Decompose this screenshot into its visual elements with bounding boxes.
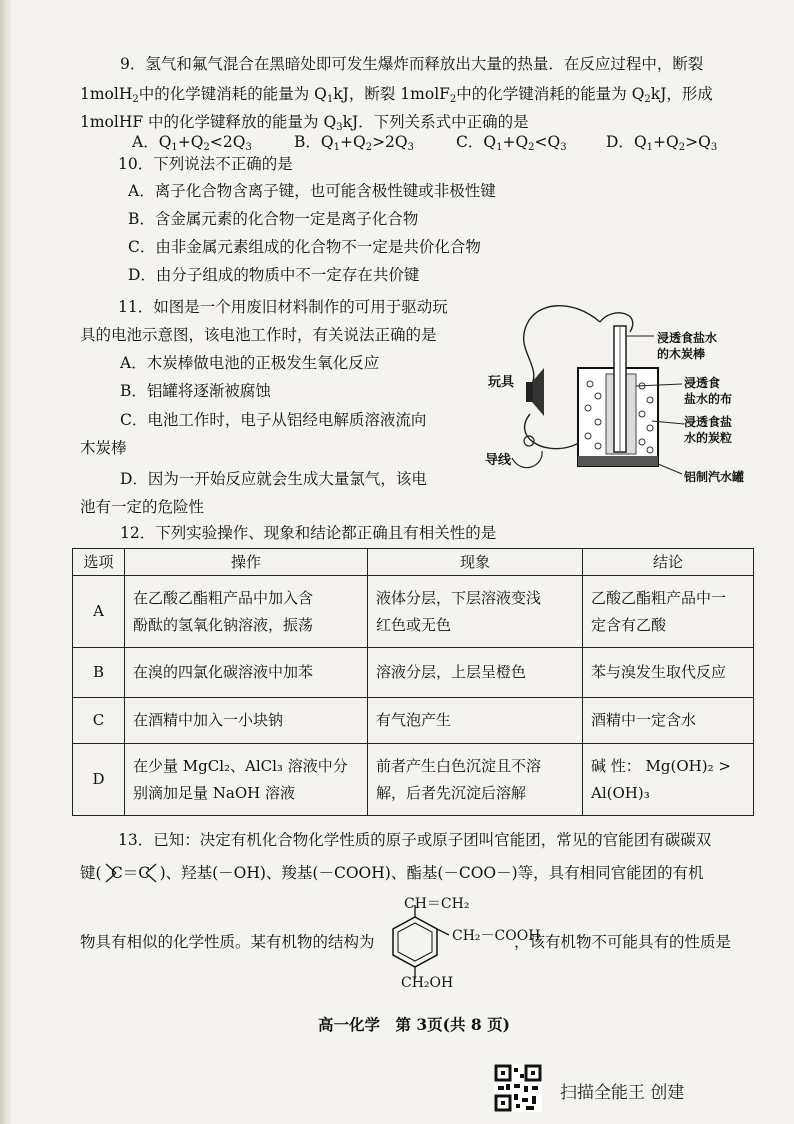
- header-operation: 操作: [125, 549, 368, 576]
- row-phenomenon: 溶液分层，上层呈橙色: [368, 648, 583, 698]
- fig-label-cloth: 浸透食 盐水的布: [684, 376, 733, 406]
- q11-option-d-line2: 池有一定的危险性: [80, 498, 205, 516]
- q13-line1: 13．已知：决定有机化合物化学性质的原子或原子团叫官能团，常见的官能团有碳碳双: [118, 831, 712, 849]
- q11-option-c-line2: 木炭棒: [80, 439, 127, 457]
- header-phenomenon: 现象: [368, 549, 583, 576]
- q10-option-c: C．由非金属元素组成的化合物不一定是共价化合物: [128, 238, 481, 256]
- q10-stem: 10．下列说法不正确的是: [118, 155, 293, 173]
- q9-line2: 1molH$_2$中的化学键消耗的能量为 $Q_1kJ$，断裂 1molF$_2$中的化学键消耗的能量为 $Q_2kJ$，形成: [80, 85, 713, 105]
- q10-option-a: A．离子化合物含离子键，也可能含极性键或非极性键: [128, 182, 496, 200]
- q9-option-b: B．$Q_1+Q_2>2Q_3$: [294, 133, 414, 153]
- struct-bottom-group: CH₂OH: [401, 975, 454, 991]
- row-option: A: [73, 576, 125, 648]
- row-phenomenon: 液体分层，下层溶液变浅 红色或无色: [368, 576, 583, 648]
- cc-double-bond-icon: C＝C: [102, 862, 160, 884]
- header-conclusion: 结论: [583, 549, 754, 576]
- q9-option-a: A．$Q_1+Q_2<2Q_3$: [132, 133, 252, 153]
- fig-label-granules: 浸透食盐 水的炭粒: [684, 415, 733, 445]
- q12-stem: 12．下列实验操作、现象和结论都正确且有相关性的是: [120, 524, 497, 542]
- fig-label-can: 铝制汽水罐: [684, 470, 745, 484]
- row-operation: 在溴的四氯化碳溶液中加苯: [125, 648, 368, 698]
- toy-speaker-body: [526, 382, 533, 402]
- scan-binding-shadow: [0, 0, 12, 1124]
- q10-option-d: D．由分子组成的物质中不一定存在共价键: [128, 266, 420, 284]
- struct-right-group: CH₂－COOH: [452, 928, 541, 944]
- fig-label-wire: 导线: [485, 453, 512, 468]
- table-row: [73, 744, 754, 816]
- q9-option-d: D．$Q_1+Q_2>Q_3$: [606, 133, 718, 153]
- fig-label-carbon-rod: 浸透食盐水 的木炭棒: [657, 331, 718, 361]
- experiment-table: [72, 548, 754, 816]
- row-phenomenon: 有气泡产生: [368, 698, 583, 744]
- row-operation: 在酒精中加入一小块钠: [125, 698, 368, 744]
- table-header-row: [73, 549, 754, 576]
- row-operation: 在少量 MgCl₂、AlCl₃ 溶液中分 别滴加足量 NaOH 溶液: [125, 744, 368, 816]
- row-conclusion: 酒精中一定含水: [583, 698, 754, 744]
- header-option: 选项: [73, 549, 125, 576]
- table-row: [73, 698, 754, 744]
- q11-stem-line2: 具的电池示意图，该电池工作时，有关说法正确的是: [80, 326, 437, 344]
- q13-line2: 键( C＝C )、羟基(－OH)、羧基(－COOH)、酯基(－COO－)等，具有相同官能团的有机: [80, 864, 704, 882]
- row-conclusion: 碱 性： Mg(OH)₂ > Al(OH)₃: [583, 744, 754, 816]
- q9-line1: 9．氢气和氟气混合在黑暗处即可发生爆炸而释放出大量的热量．在反应过程中，断裂: [120, 55, 704, 73]
- row-conclusion: 乙酸乙酯粗产品中一 定含有乙酸: [583, 576, 754, 648]
- qr-code-icon: [494, 1064, 542, 1112]
- table-row: [73, 576, 754, 648]
- can-base: [578, 456, 658, 466]
- row-option: C: [73, 698, 125, 744]
- q11-option-d-line1: D．因为一开始反应就会生成大量氯气，该电: [120, 470, 427, 488]
- table-row: [73, 648, 754, 698]
- struct-top-group: CH＝CH₂: [404, 896, 470, 912]
- q11-option-b: B．铝罐将逐渐被腐蚀: [120, 382, 271, 400]
- row-option: D: [73, 744, 125, 816]
- wire-bottom-loop: [512, 451, 542, 468]
- q11-option-a: A．木炭棒做电池的正极发生氧化反应: [120, 354, 380, 372]
- page-footer: 高一化学 第 3页(共 8 页): [318, 1015, 510, 1034]
- row-conclusion: 苯与溴发生取代反应: [583, 648, 754, 698]
- row-operation: 在乙酸乙酯粗产品中加入含 酚酞的氢氧化钠溶液，振荡: [125, 576, 368, 648]
- scanner-watermark: 扫描全能王 创建: [560, 1083, 685, 1103]
- row-phenomenon: 前者产生白色沉淀且不溶 解，后者先沉淀后溶解: [368, 744, 583, 816]
- q11-option-c-line1: C．电池工作时，电子从铝经电解质溶液流向: [120, 411, 427, 429]
- q13-line3b: ，该有机物不可能具有的性质是: [514, 933, 732, 951]
- fig-label-toy: 玩具: [488, 375, 515, 390]
- q9-line3: 1molHF 中的化学键释放的能量为 $Q_3kJ$．下列关系式中正确的是: [80, 113, 529, 133]
- row-option: B: [73, 648, 125, 698]
- q9-option-c: C．$Q_1+Q_2<Q_3$: [456, 133, 567, 153]
- q10-option-b: B．含金属元素的化合物一定是离子化合物: [128, 210, 419, 228]
- q11-stem-line1: 11．如图是一个用废旧材料制作的可用于驱动玩: [118, 298, 448, 316]
- q13-line3a: 物具有相似的化学性质。某有机物的结构为: [80, 933, 375, 951]
